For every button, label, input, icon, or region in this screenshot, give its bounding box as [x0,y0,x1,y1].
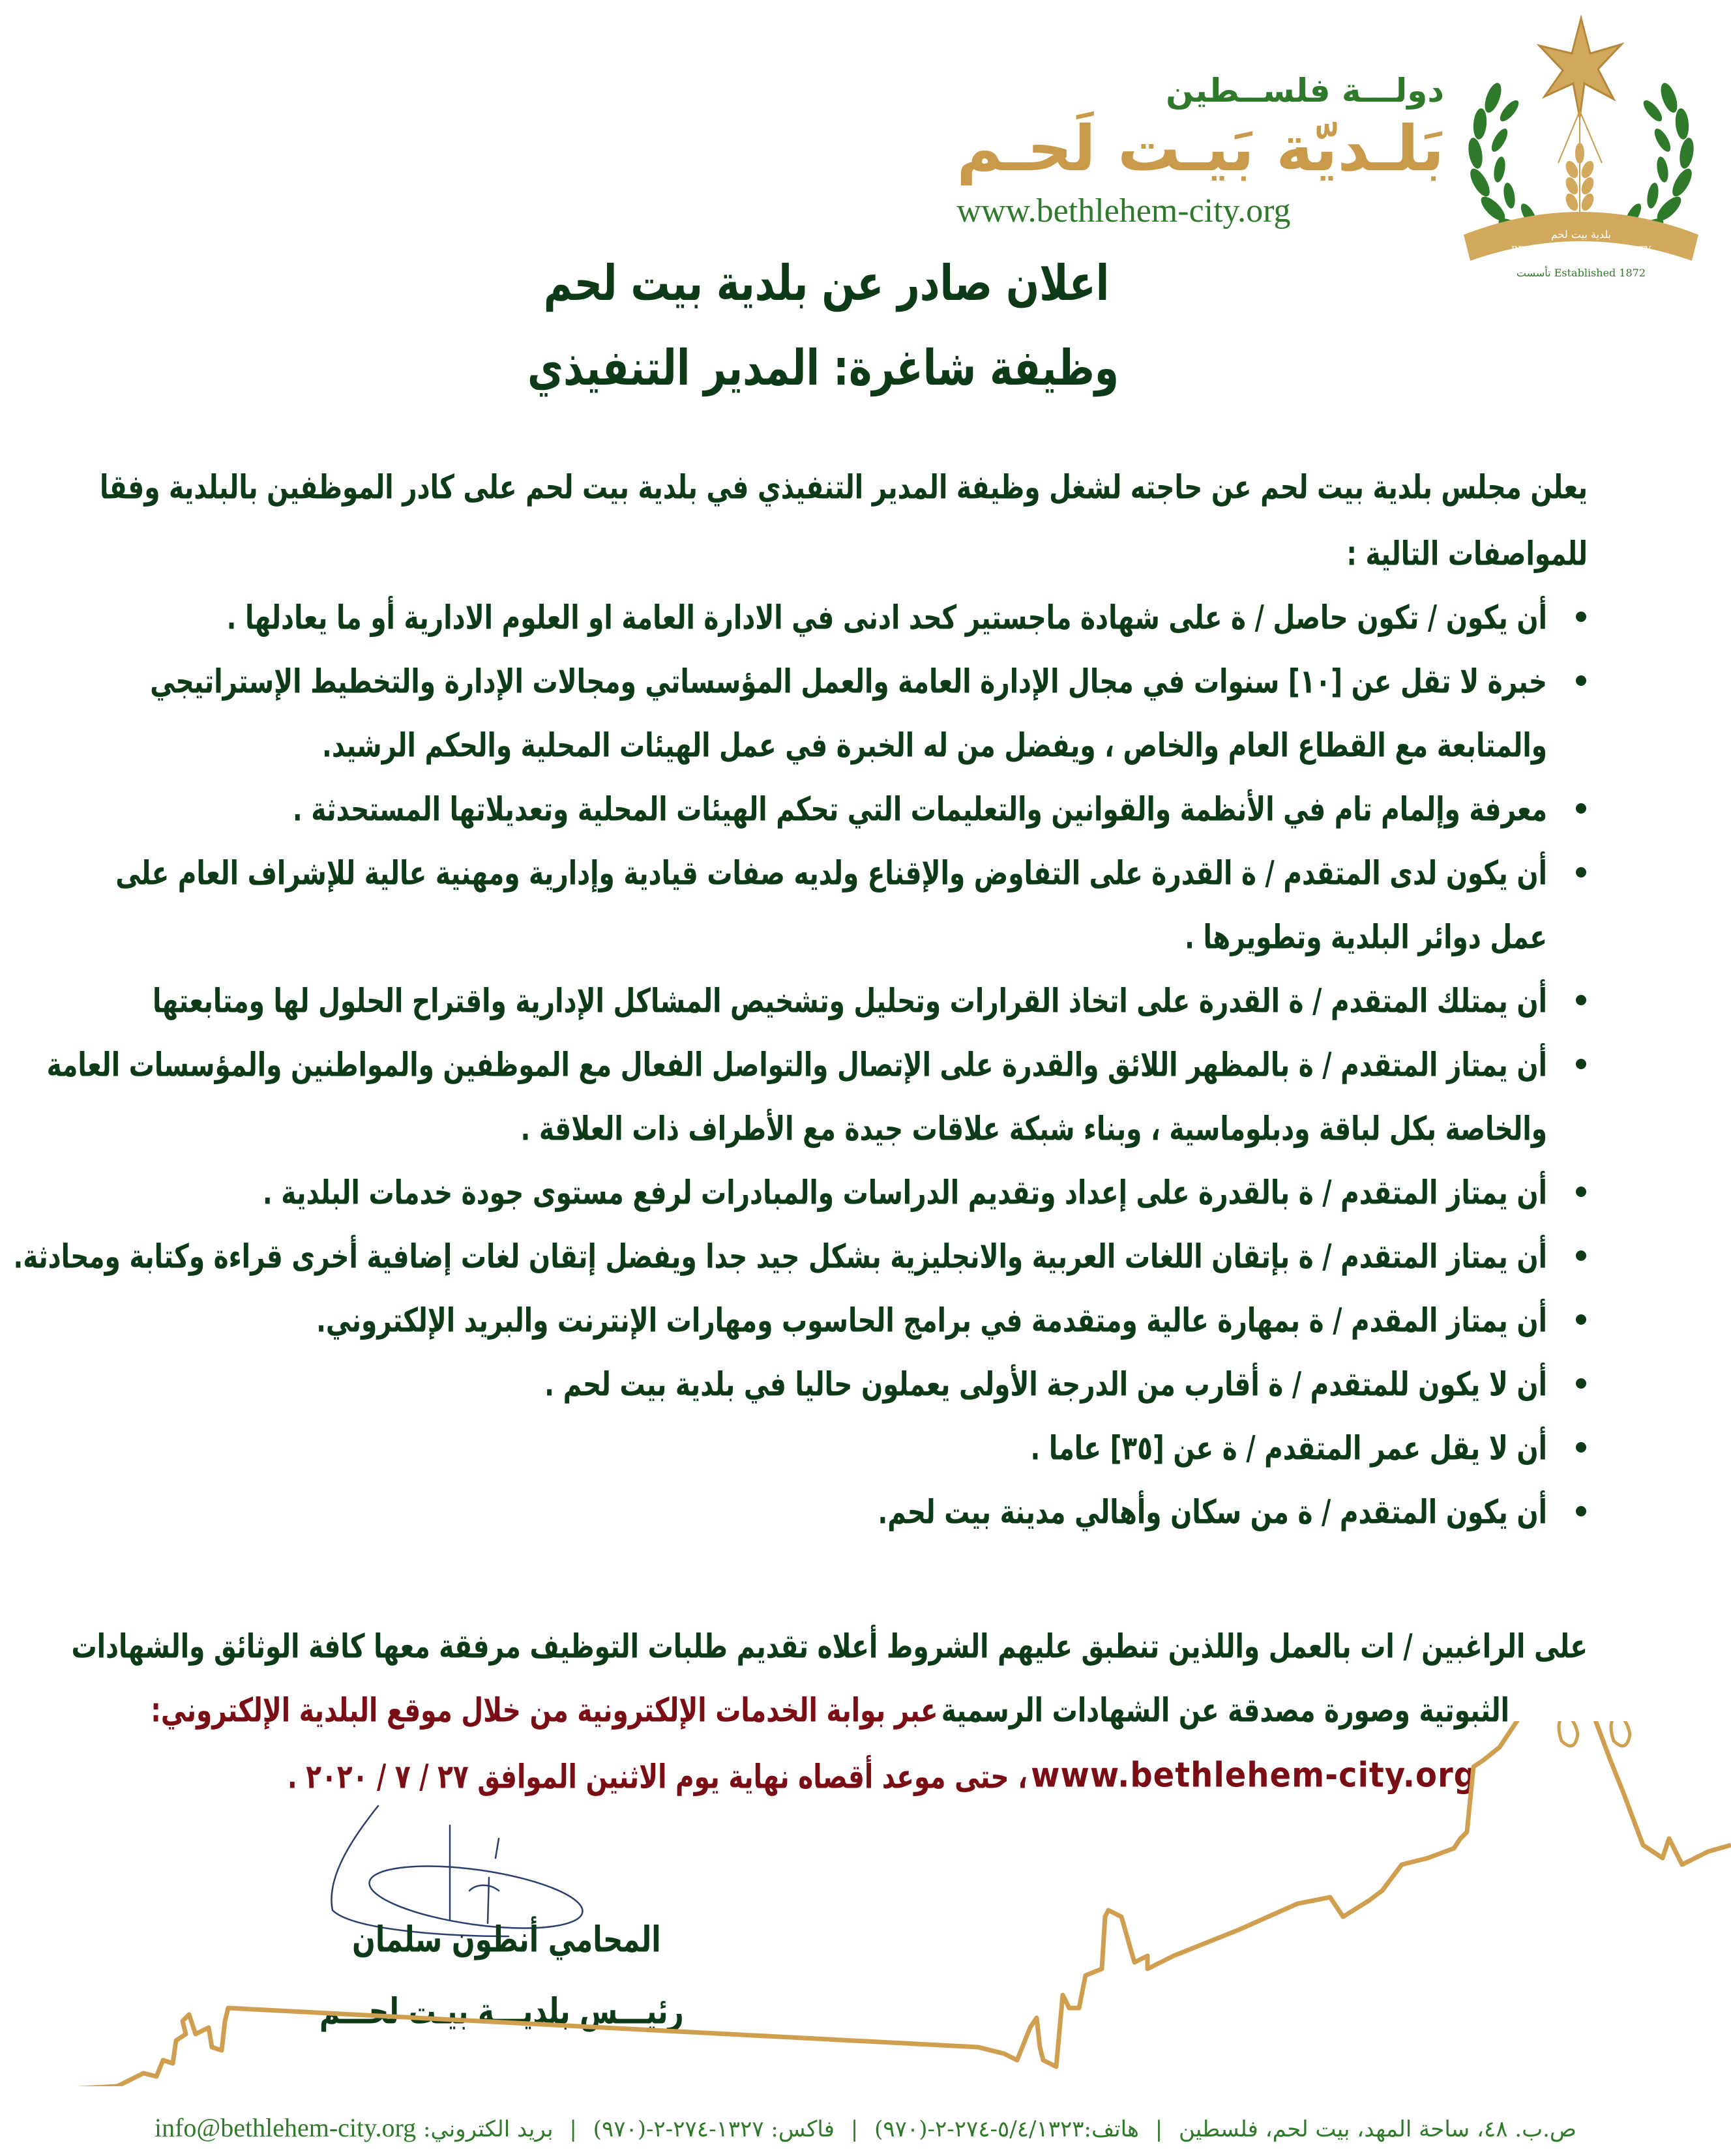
bullet-icon [1576,612,1586,622]
announcement-body [13,456,1588,1807]
application-website-link[interactable]: www.bethlehem-city.org [1031,1755,1477,1795]
footer-email-link[interactable]: info@bethlehem-city.org [154,2113,417,2142]
bullet-icon [1576,1187,1586,1197]
requirement-text: أن يكون المتقدم / ة من سكان وأهالي مدينة بيت لحم. [878,1494,1547,1532]
footer-separator: | [850,2116,859,2142]
closing-line-2-green: الثبوتية وصورة مصدقة عن الشهادات الرسمية [941,1692,1509,1730]
bullet-icon [1576,1378,1586,1389]
bullet-icon [1576,867,1586,878]
requirement-text: عمل دوائر البلدية وتطويرها . [1185,919,1547,957]
intro-line-2: للمواصفات التالية : [1346,535,1588,574]
requirement-text: أن يكون / تكون حاصل / ة على شهادة ماجستير كحد ادنى في الادارة العامة او العلوم الادارية أو ما يعادلها . [226,599,1547,638]
intro-paragraph [39,456,1588,587]
requirement-text: أن يمتاز المتقدم / ة بالمظهر اللائق والقدرة على الإتصال والتواصل الفعال مع الموظفين والمواطنين والمؤسسات العامة [46,1046,1547,1085]
requirement-text: أن يمتاز المقدم / ة بمهارة عالية ومتقدمة في برامج الحاسوب ومهارات الإنترنت والبريد الإلكتروني. [316,1302,1547,1340]
municipality-emblem-icon [1451,13,1711,280]
vacancy-title [0,340,1731,397]
intro-line-1: يعلن مجلس بلدية بيت لحم عن حاجته لشغل وظيفة المدير التنفيذي في بلدية بيت لحم على كادر الموظفين بالبلدية وفقا [99,469,1588,507]
bullet-icon [1576,1506,1586,1516]
requirement-text: خبرة لا تقل عن [١٠] سنوات في مجال الإدارة العامة والعمل المؤسساتي ومجالات الإدارة والتخطيط الإستراتيجي [150,663,1547,701]
bullet-icon [1576,1314,1586,1325]
footer-separator: | [1155,2116,1163,2142]
requirement-item [39,1034,1588,1162]
header-website-link[interactable]: www.bethlehem-city.org [956,192,1291,229]
bullet-icon [1576,1059,1586,1069]
signatory-title-text: رئيـــس بلديـــة بيـت لحـــم [319,1990,684,2032]
church-of-nativity-skyline-icon [0,1721,1731,2086]
vacancy-title-text: وظيفة شاغرة: المدير التنفيذي [527,340,1119,397]
requirement-item [39,1481,1588,1545]
municipality-brand [956,72,1444,230]
requirement-text: والخاصة بكل لباقة ودبلوماسية ، وبناء شبكة علاقات جيدة مع الأطراف ذات العلاقة . [520,1110,1547,1149]
deadline-text: ، حتى موعد أقصاه نهاية يوم الاثنين الموافق ٢٧ / ٧ / ٢٠٢٠ . [287,1758,1028,1797]
svg-text:BETHLEHEM MUNICIPALITY: BETHLEHEM MUNICIPALITY [1511,245,1651,256]
requirement-text: والمتابعة مع القطاع العام والخاص ، ويفضل من له الخبرة في عمل الهيئات المحلية والحكم الرشيد. [322,727,1547,765]
requirement-text: أن يمتاز المتقدم / ة بالقدرة على إعداد وتقديم الدراسات والمبادرات لرفع مستوى جودة خدمات البلدية . [262,1174,1547,1213]
bullet-icon [1576,1250,1586,1261]
announcement-title-text: اعلان صادر عن بلدية بيت لحم [543,255,1110,312]
closing-line-1: على الراغبين / ات بالعمل واللذين تنطبق عليهم الشروط أعلاه تقديم طلبات التوظيف مرفقة معها كافة الوثائق والشهادات [71,1628,1588,1666]
municipality-name: بَلـديّة بَيـت لَحـم [956,112,1444,185]
requirement-text: أن لا يقل عمر المتقدم / ة عن [٣٥] عاما . [1030,1430,1547,1468]
svg-text:Established 1872 تأسست: Established 1872 تأسست [1516,267,1646,279]
footer-separator: | [569,2116,577,2142]
footer-fax: فاكس: ١٣٢٧-٢٧٤-٢-(٩٧٠) [593,2116,835,2142]
requirement-text: أن يكون لدى المتقدم / ة القدرة على التفاوض والإقناع ولديه صفات قيادية وإدارية ومهنية عالية للإشراف العام على [115,855,1547,893]
requirement-text: أن يمتلك المتقدم / ة القدرة على اتخاذ القرارات وتحليل وتشخيص المشاكل الإدارية واقتراح الحلول لها ومتابعتها [152,982,1547,1021]
requirement-text: معرفة وإلمام تام في الأنظمة والقوانين والتعليمات التي تحكم الهيئات المحلية وتعديلاتها المستحدثة . [292,791,1547,829]
announcement-title [0,255,1731,312]
requirement-item [39,842,1588,970]
svg-text:بلدية بيت لحم: بلدية بيت لحم [1550,228,1612,241]
bullet-icon [1576,675,1586,686]
requirement-text: أن يمتاز المتقدم / ة بإتقان اللغات العربية والانجليزية بشكل جيد جدا ويفضل إتقان لغات إضافية أخرى قراءة وكتابة ومحادثة. [13,1238,1547,1277]
footer-phone: هاتف:٥/٤/١٣٢٣-٢٧٤-٢-(٩٧٠) [874,2116,1139,2142]
footer-address: ص.ب. ٤٨، ساحة المهد، بيت لحم، فلسطين [1179,2116,1577,2142]
requirement-text: أن لا يكون للمتقدم / ة أقارب من الدرجة الأولى يعملون حاليا في بلدية بيت لحم . [544,1366,1547,1404]
footer-contact-bar [0,2112,1731,2143]
bullet-icon [1576,995,1586,1005]
closing-line-2-red: عبر بوابة الخدمات الإلكترونية من خلال موقع البلدية الإلكتروني: [151,1692,938,1730]
requirement-item [39,651,1588,778]
bullet-icon [1576,803,1586,814]
signatory-name-text: المحامي أنطون سلمان [352,1918,661,1960]
state-name: دولـــة فلســطين [1166,72,1444,110]
requirements-list [13,587,1588,1545]
footer-email-label: بريد الكتروني: [422,2116,554,2142]
bullet-icon [1576,1442,1586,1453]
